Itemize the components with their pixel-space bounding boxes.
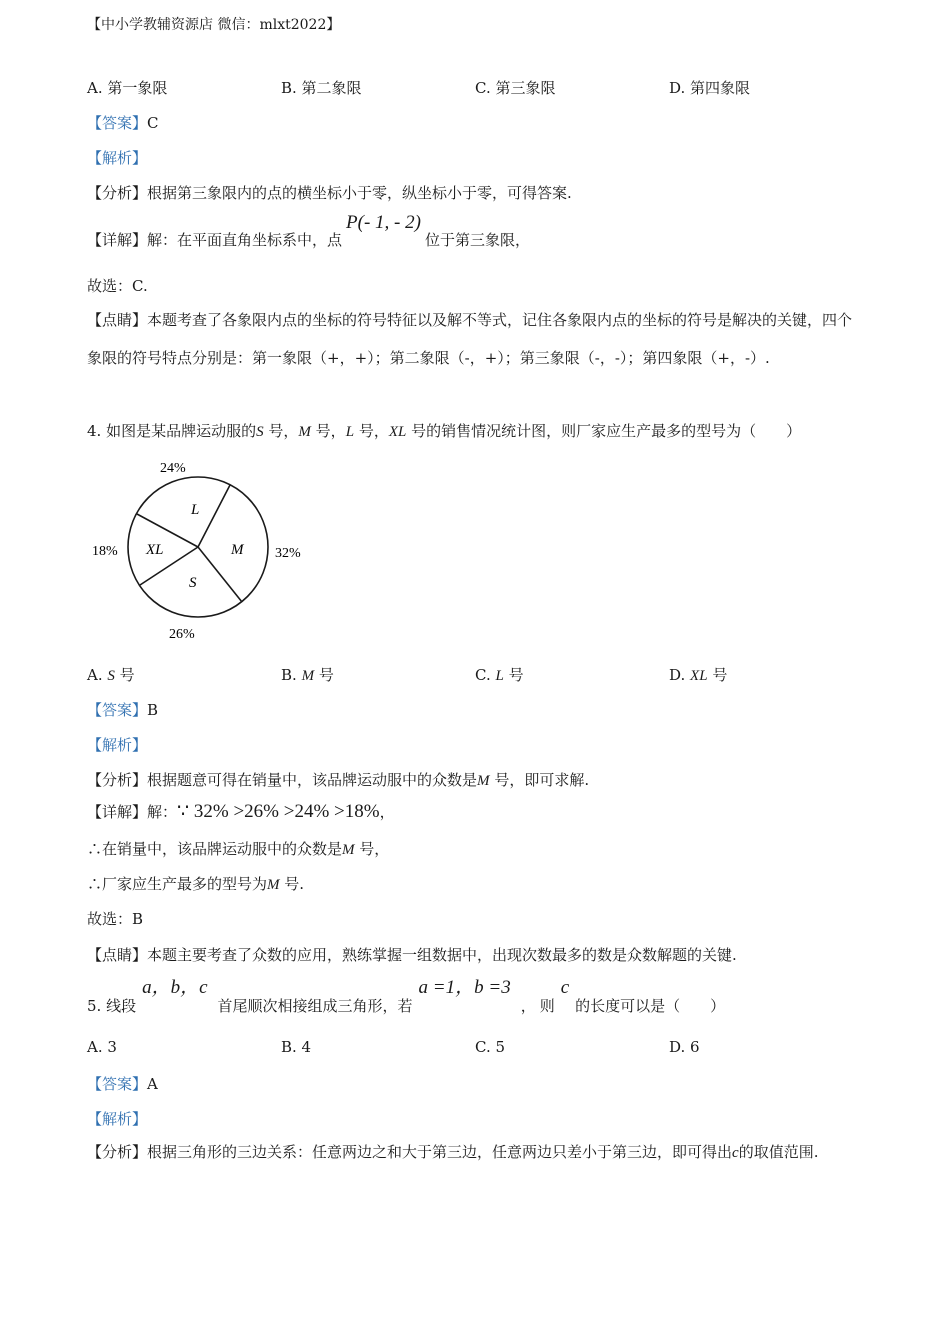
pie-label-l: L [191,502,200,518]
q4-option-c-prefix: C. [475,666,496,684]
q4-stem-xl: XL [388,424,407,440]
q5-option-d: D. 6 [669,1038,700,1056]
q5-answer-line [87,1073,158,1094]
q4-stem-hao1: 号， [268,422,299,440]
q3-fenxi-text: 根据第三象限内的点的横坐标小于零，纵坐标小于零，可得答案. [147,184,572,202]
q4-option-c [475,664,524,685]
q4-stem-hao2: 号， [315,422,346,440]
dianjing-tag: 【点睛】 [87,311,148,329]
q5-c-math: c [560,977,570,998]
q3-option-d: D. 第四象限 [669,79,751,97]
pie-divider-l-m [198,485,230,547]
q4-option-a [87,664,135,685]
q3-point-math: P(- 1, - 2) [346,212,421,233]
q4-line2-post: 号， [359,840,390,858]
q4-dianjing-text: 本题主要考查了众数的应用，熟练掌握一组数据中，出现次数最多的数是众数解题的关键. [147,946,737,964]
answer-tag: 【答案】 [87,1075,148,1093]
q5-vars-math: a，b，c [142,977,208,998]
q5-option-a: A. 3 [87,1038,117,1056]
q4-jiexi-line [87,734,147,755]
q5-ze: 则 [539,997,555,1015]
q4-guxuan: 故选：B [87,910,144,928]
q5-option-b: B. 4 [281,1038,312,1056]
q4-option-a-suffix: 号 [114,666,135,684]
q5-jiexi-line [87,1108,147,1129]
q4-stem-m: M [298,424,311,440]
fenxi-tag: 【分析】 [87,1143,148,1161]
q5-fenxi-pre: 根据三角形的三边关系：任意两边之和大于第三边，任意两边只差小于第三边，即可得出 [147,1143,733,1161]
q3-xiangjie-line [87,212,530,252]
q4-answer-line [87,699,158,720]
pie-label-xl: XL [146,542,164,558]
jiexi-tag: 【解析】 [87,736,148,754]
q3-option-c: C. 第三象限 [475,79,556,97]
q5-fenxi-post: 的取值范围. [738,1143,819,1161]
q4-option-d-var: XL [690,668,708,684]
header-text: 【中小学教辅资源店 微信：mlxt2022】 [87,17,341,33]
pie-label-s: S [189,575,197,591]
q4-option-d-prefix: D. [669,666,691,684]
q4-dianjing-line [87,944,737,965]
q5-stem [87,972,725,1022]
q4-option-a-var: S [107,668,115,684]
q3-answer-line [87,112,159,133]
q4-fenxi-pre: 根据题意可得在销量中，该品牌运动服中的众数是 [147,771,478,789]
q4-option-b [281,664,334,685]
q3-dianjing-text: 本题考查了各象限内点的坐标的符号特征以及解不等式，记住各象限内点的坐标的符号是解决的关键，四个象限的符号特点分别是：第一象限（+，+）；第二象限（-，+）；第三象限（-，-）；第四象限（+，-）. [87,311,853,367]
q5-rest: 的长度可以是（ ） [575,997,726,1015]
q5-fenxi-para [87,1133,862,1172]
q5-answer: A [147,1075,158,1093]
q3-xiangjie-post: 位于第三象限， [424,231,530,249]
q4-xiangjie-pre: 解： [147,803,178,821]
q4-option-b-prefix: B. [281,666,302,684]
q5-option-c: C. 5 [475,1038,506,1056]
q4-option-c-var: L [495,668,504,684]
q4-option-c-suffix: 号 [503,666,524,684]
q4-xiangjie-line [87,800,395,823]
pie-label-m: M [231,542,244,558]
q4-line2 [87,838,389,859]
q4-stem-prefix: 4. 如图是某品牌运动服的 [87,422,257,440]
q4-pie-chart [85,452,325,648]
q4-stem-l: L [345,424,355,440]
q4-fenxi-var: M [477,773,490,789]
pie-percent-s: 26% [169,627,195,642]
q4-stem-rest: 号的销售情况统计图，则厂家应生产最多的型号为（ ） [411,422,802,440]
q3-answer: C [147,114,159,132]
jiexi-tag: 【解析】 [87,149,148,167]
q4-xiangjie-post: ， [379,803,395,821]
q4-stem [87,420,801,441]
xiangjie-tag: 【详解】 [87,803,148,821]
q5-num: 5. 线段 [87,997,137,1015]
q5-fenxi-var: c [732,1145,739,1161]
q4-line3-var: M [267,877,280,893]
q4-option-a-prefix: A. [87,666,108,684]
q4-stem-s: S [256,424,264,440]
xiangjie-tag: 【详解】 [87,231,148,249]
pie-percent-m: 32% [275,546,301,561]
fenxi-tag: 【分析】 [87,184,148,202]
q3-fenxi-line [87,182,572,203]
answer-tag: 【答案】 [87,114,148,132]
q4-option-b-suffix: 号 [314,666,334,684]
q4-stem-hao3: 号， [358,422,389,440]
q4-line2-pre: ∴在销量中，该品牌运动服中的众数是 [87,840,343,858]
q4-fenxi-post: 号，即可求解. [494,771,590,789]
q3-option-a: A. 第一象限 [87,79,168,97]
q4-option-d-suffix: 号 [707,666,728,684]
q3-dianjing-para [87,301,862,377]
q4-line3-post: 号. [284,875,305,893]
q5-mid: 首尾顺次相接组成三角形，若 [217,997,413,1015]
dianjing-tag: 【点睛】 [87,946,148,964]
q5-cond-math: a =1，b =3 [418,977,511,998]
answer-tag: 【答案】 [87,701,148,719]
fenxi-tag: 【分析】 [87,771,148,789]
q4-option-d [669,664,727,685]
q4-line3 [87,873,304,894]
q3-option-b: B. 第二象限 [281,79,362,97]
q4-line2-var: M [342,842,355,858]
pie-percent-xl: 18% [92,544,118,559]
q4-option-b-var: M [301,668,315,684]
q5-comma: ， [520,997,536,1015]
pie-percent-l: 24% [160,461,186,476]
q4-fenxi-line [87,769,589,790]
q4-line3-pre: ∴厂家应生产最多的型号为 [87,875,268,893]
q4-answer: B [147,701,159,719]
q3-xiangjie-pre: 解：在平面直角坐标系中，点 [147,231,343,249]
q4-inequality-math: ∵ 32% >26% >24% >18% [177,801,380,822]
q3-guxuan: 故选：C. [87,277,148,295]
q3-jiexi-line [87,147,147,168]
jiexi-tag: 【解析】 [87,1110,148,1128]
